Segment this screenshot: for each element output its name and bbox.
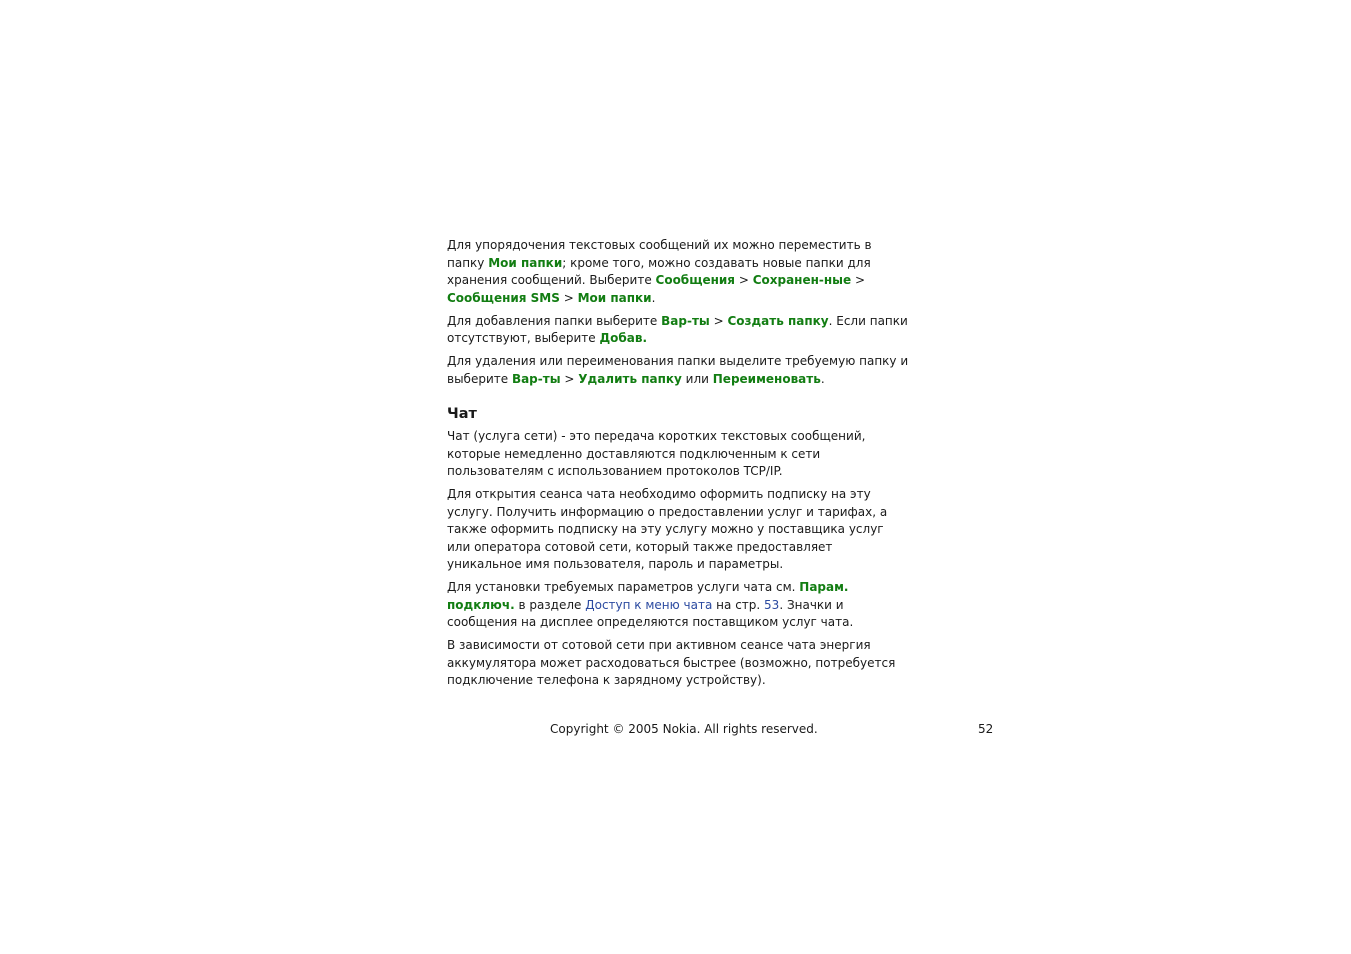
separator: > [735, 273, 753, 287]
chat-paragraph-1: Чат (услуга сети) - это передача коротких текстовых сообщений, которые немедленно доставляются подключенным к сети пользователям с использованием протоколов TCP/IP. [447, 429, 866, 478]
page-content [447, 237, 909, 695]
folders-paragraph-2 [447, 313, 909, 348]
separator: > [559, 290, 578, 305]
text: . [651, 290, 656, 305]
text: . Если папки отсутствуют, выберите [447, 313, 908, 345]
text: . Значки и сообщения на дисплее определяются поставщиком услуг чата. [447, 597, 854, 629]
folders-paragraph-3 [447, 353, 909, 388]
chat-paragraph-3 [447, 579, 909, 632]
text: на стр. [712, 597, 765, 612]
text: Для удаления или переименования папки выделите требуемую папку и выберите [447, 354, 909, 386]
menu-item-options-2: Вар-ты [511, 371, 561, 386]
menu-item-delete-folder: Удалить папку [578, 371, 682, 386]
separator: > [851, 273, 866, 287]
menu-item-my-folders-2: Мои папки [577, 290, 652, 305]
menu-item-connection-settings: Парам. подключ. [447, 580, 849, 612]
chat-paragraph-4: В зависимости от сотовой сети при активном сеансе чата энергия аккумулятора может расходоваться быстрее (возможно, потребуется подключение телефона к зарядному устройству). [447, 638, 896, 687]
folders-paragraph-1 [447, 237, 909, 307]
separator: > [709, 313, 728, 328]
link-chat-menu-access[interactable]: Доступ к меню чата [585, 597, 713, 612]
menu-item-add: Добав. [599, 331, 647, 345]
text: или [681, 371, 713, 386]
page-number: 52 [978, 722, 994, 736]
text: Для упорядочения текстовых сообщений их можно переместить в папку [447, 238, 872, 270]
menu-item-saved: Сохранен-ные [752, 273, 852, 287]
text: в разделе [514, 597, 586, 612]
text: . [820, 371, 825, 386]
menu-item-options: Вар-ты [661, 313, 710, 328]
menu-item-rename: Переименовать [712, 371, 821, 386]
menu-item-messages: Сообщения [655, 273, 735, 287]
menu-item-sms-messages: Сообщения SMS [447, 290, 560, 305]
menu-item-create-folder: Создать папку [727, 313, 829, 328]
text: Для установки требуемых параметров услуги чата см. [447, 580, 800, 594]
chat-paragraph-2: Для открытия сеанса чата необходимо оформить подписку на эту услугу. Получить информацию о предоставлении услуг и тарифах, а также оформить подписку на эту услугу можно у поставщика услуг или оператора сотовой сети, который также предоставляет уникальное имя пользователя, пароль и параметры. [447, 487, 888, 571]
separator: > [560, 371, 579, 386]
copyright-notice: Copyright © 2005 Nokia. All rights reserved. [550, 722, 818, 736]
menu-item-my-folders: Мои папки [488, 255, 563, 270]
section-heading-chat: Чат [447, 406, 477, 422]
text: Для добавления папки выберите [447, 313, 662, 328]
text: ; кроме того, можно создавать новые папки для хранения сообщений. Выберите [447, 255, 871, 287]
link-page-53[interactable]: 53 [764, 597, 780, 612]
